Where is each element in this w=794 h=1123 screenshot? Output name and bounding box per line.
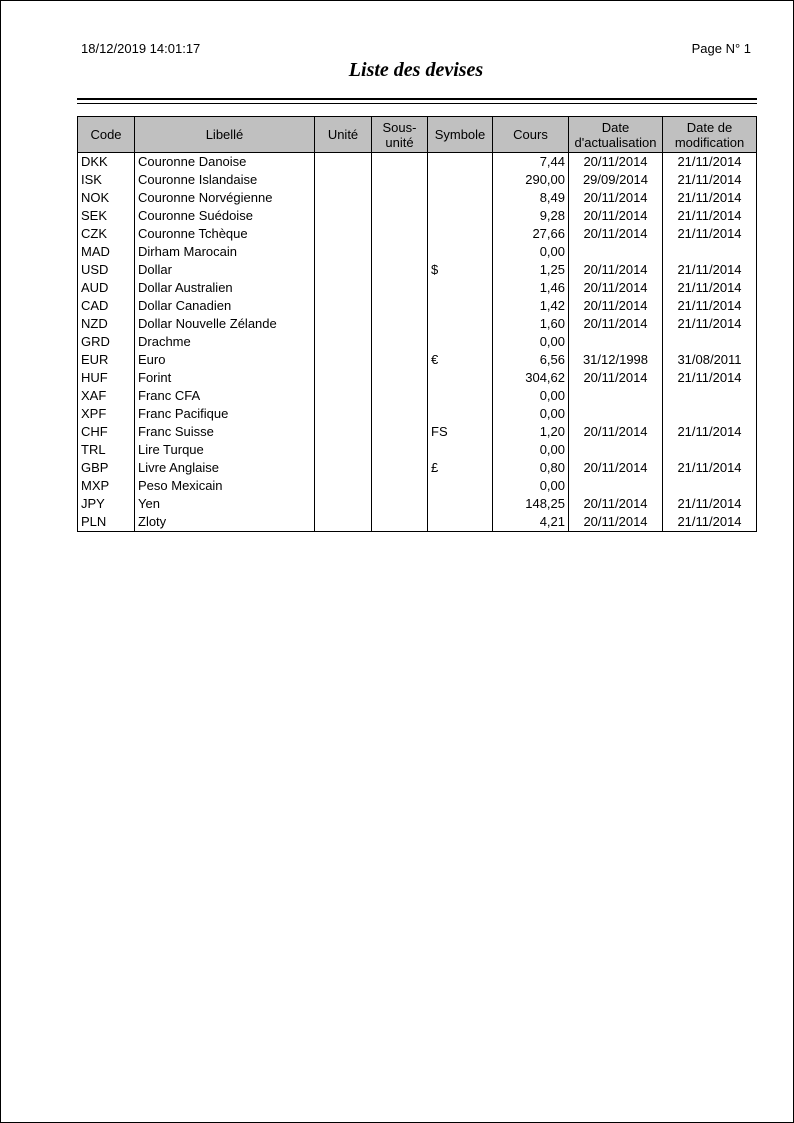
cell-libelle: Dollar Nouvelle Zélande [135,315,315,333]
cell-unite [315,333,372,351]
col-header-sous-unite-line1: Sous- [382,119,417,135]
cell-sous-unite [372,171,428,189]
table-row [78,387,757,405]
cell-code: XAF [78,387,135,405]
table-row [78,423,757,441]
cell-code: AUD [78,279,135,297]
cell-date-actualisation [569,441,663,459]
cell-code: EUR [78,351,135,369]
cell-unite [315,459,372,477]
cell-code: PLN [78,513,135,532]
cell-sous-unite [372,261,428,279]
cell-code: JPY [78,495,135,513]
table-row [78,351,757,369]
cell-date-modification: 21/11/2014 [663,261,757,279]
cell-cours: 0,00 [493,441,569,459]
cell-cours: 7,44 [493,153,569,172]
cell-date-actualisation: 20/11/2014 [569,459,663,477]
cell-code: GRD [78,333,135,351]
table-row [78,171,757,189]
cell-code: CZK [78,225,135,243]
cell-code: USD [78,261,135,279]
cell-date-actualisation: 31/12/1998 [569,351,663,369]
cell-sous-unite [372,495,428,513]
cell-cours: 290,00 [493,171,569,189]
cell-sous-unite [372,423,428,441]
cell-libelle: Yen [135,495,315,513]
cell-symbole: $ [428,261,493,279]
cell-sous-unite [372,153,428,172]
cell-libelle: Franc Pacifique [135,405,315,423]
table-row [78,153,757,172]
cell-date-actualisation: 20/11/2014 [569,279,663,297]
cell-symbole [428,387,493,405]
cell-sous-unite [372,405,428,423]
cell-cours: 27,66 [493,225,569,243]
table-row [78,333,757,351]
cell-unite [315,315,372,333]
page-number: Page N° 1 [691,41,751,56]
cell-unite [315,495,372,513]
cell-code: CHF [78,423,135,441]
cell-unite [315,441,372,459]
cell-code: NOK [78,189,135,207]
cell-code: ISK [78,171,135,189]
cell-libelle: Dollar Canadien [135,297,315,315]
cell-date-actualisation: 20/11/2014 [569,495,663,513]
cell-cours: 0,00 [493,243,569,261]
cell-cours: 1,25 [493,261,569,279]
cell-date-modification: 21/11/2014 [663,495,757,513]
table-row [78,369,757,387]
table-row [78,297,757,315]
cell-unite [315,189,372,207]
cell-date-actualisation: 20/11/2014 [569,423,663,441]
cell-symbole [428,477,493,495]
table-row [78,189,757,207]
table-row [78,513,757,532]
cell-date-modification [663,333,757,351]
cell-date-actualisation: 29/09/2014 [569,171,663,189]
cell-libelle: Couronne Tchèque [135,225,315,243]
cell-cours: 0,00 [493,333,569,351]
cell-date-modification: 21/11/2014 [663,189,757,207]
cell-unite [315,261,372,279]
table-row [78,477,757,495]
cell-date-modification: 31/08/2011 [663,351,757,369]
cell-symbole [428,279,493,297]
cell-unite [315,279,372,297]
cell-unite [315,243,372,261]
header-rule-thick [77,98,757,100]
table-row [78,315,757,333]
cell-unite [315,369,372,387]
cell-sous-unite [372,225,428,243]
cell-date-actualisation: 20/11/2014 [569,297,663,315]
cell-sous-unite [372,513,428,532]
cell-date-modification: 21/11/2014 [663,225,757,243]
table-row [78,405,757,423]
cell-date-modification [663,387,757,405]
cell-code: MAD [78,243,135,261]
cell-date-modification: 21/11/2014 [663,207,757,225]
cell-symbole [428,171,493,189]
col-header-date-modification [663,117,757,153]
cell-sous-unite [372,351,428,369]
cell-libelle: Dollar [135,261,315,279]
cell-date-modification: 21/11/2014 [663,279,757,297]
cell-cours: 1,42 [493,297,569,315]
cell-date-modification: 21/11/2014 [663,459,757,477]
cell-unite [315,477,372,495]
cell-unite [315,225,372,243]
cell-code: DKK [78,153,135,172]
cell-libelle: Dollar Australien [135,279,315,297]
cell-symbole [428,153,493,172]
cell-symbole [428,207,493,225]
cell-date-modification: 21/11/2014 [663,423,757,441]
cell-symbole [428,405,493,423]
cell-libelle: Couronne Danoise [135,153,315,172]
cell-symbole [428,297,493,315]
cell-cours: 6,56 [493,351,569,369]
cell-unite [315,387,372,405]
cell-symbole: € [428,351,493,369]
header-rule-thin [77,103,757,104]
col-header-date-mod-line2: modification [674,134,745,150]
cell-cours: 8,49 [493,189,569,207]
col-header-symbole: Symbole [428,117,493,153]
cell-symbole: £ [428,459,493,477]
cell-sous-unite [372,333,428,351]
col-header-libelle: Libellé [135,117,315,153]
cell-libelle: Euro [135,351,315,369]
cell-date-modification: 21/11/2014 [663,315,757,333]
print-date: 18/12/2019 14:01:17 [81,41,201,56]
cell-sous-unite [372,369,428,387]
cell-symbole [428,513,493,532]
cell-code: NZD [78,315,135,333]
cell-date-actualisation [569,333,663,351]
cell-date-modification: 21/11/2014 [663,171,757,189]
cell-cours: 4,21 [493,513,569,532]
table-row [78,225,757,243]
cell-date-actualisation [569,243,663,261]
cell-date-modification [663,405,757,423]
cell-date-modification: 21/11/2014 [663,369,757,387]
cell-symbole [428,225,493,243]
cell-sous-unite [372,459,428,477]
cell-cours: 1,60 [493,315,569,333]
table-row [78,495,757,513]
report-title: Liste des devises [348,59,484,81]
cell-symbole: FS [428,423,493,441]
cell-symbole [428,441,493,459]
cell-cours: 0,00 [493,387,569,405]
col-header-date-mod-line1: Date de [686,119,733,135]
cell-date-actualisation: 20/11/2014 [569,315,663,333]
cell-libelle: Drachme [135,333,315,351]
cell-date-modification [663,441,757,459]
col-header-sous-unite-line2: unité [385,134,414,150]
cell-libelle: Livre Anglaise [135,459,315,477]
cell-symbole [428,189,493,207]
cell-date-actualisation: 20/11/2014 [569,225,663,243]
cell-date-actualisation: 20/11/2014 [569,189,663,207]
cell-date-actualisation: 20/11/2014 [569,207,663,225]
cell-date-modification [663,243,757,261]
col-header-unite: Unité [315,117,372,153]
cell-date-modification [663,477,757,495]
cell-sous-unite [372,387,428,405]
cell-libelle: Peso Mexicain [135,477,315,495]
cell-code: CAD [78,297,135,315]
cell-unite [315,423,372,441]
cell-libelle: Zloty [135,513,315,532]
cell-code: SEK [78,207,135,225]
cell-libelle: Couronne Norvégienne [135,189,315,207]
col-header-date-act-line1: Date [601,119,630,135]
cell-libelle: Dirham Marocain [135,243,315,261]
cell-unite [315,351,372,369]
table-row [78,459,757,477]
cell-date-actualisation [569,387,663,405]
cell-symbole [428,243,493,261]
cell-date-modification: 21/11/2014 [663,513,757,532]
cell-sous-unite [372,297,428,315]
table-row [78,207,757,225]
cell-code: GBP [78,459,135,477]
table-row [78,261,757,279]
cell-symbole [428,333,493,351]
table-row [78,243,757,261]
cell-libelle: Forint [135,369,315,387]
cell-libelle: Lire Turque [135,441,315,459]
cell-libelle: Franc Suisse [135,423,315,441]
cell-unite [315,153,372,172]
cell-cours: 304,62 [493,369,569,387]
cell-symbole [428,315,493,333]
cell-date-actualisation [569,477,663,495]
col-header-cours: Cours [493,117,569,153]
cell-sous-unite [372,189,428,207]
cell-date-modification: 21/11/2014 [663,153,757,172]
table-header-row [78,117,757,153]
cell-unite [315,171,372,189]
cell-libelle: Franc CFA [135,387,315,405]
cell-date-actualisation [569,405,663,423]
cell-cours: 9,28 [493,207,569,225]
table-row [78,441,757,459]
col-header-sous-unite [372,117,428,153]
cell-cours: 1,46 [493,279,569,297]
cell-date-actualisation: 20/11/2014 [569,153,663,172]
cell-sous-unite [372,315,428,333]
col-header-code: Code [78,117,135,153]
cell-date-modification: 21/11/2014 [663,297,757,315]
table-row [78,279,757,297]
cell-date-actualisation: 20/11/2014 [569,513,663,532]
cell-unite [315,207,372,225]
currency-table [77,116,757,532]
cell-cours: 148,25 [493,495,569,513]
cell-code: TRL [78,441,135,459]
cell-sous-unite [372,243,428,261]
cell-sous-unite [372,441,428,459]
cell-sous-unite [372,207,428,225]
cell-unite [315,297,372,315]
cell-symbole [428,495,493,513]
cell-sous-unite [372,477,428,495]
cell-sous-unite [372,279,428,297]
cell-date-actualisation: 20/11/2014 [569,261,663,279]
cell-code: XPF [78,405,135,423]
cell-cours: 0,00 [493,477,569,495]
col-header-date-actualisation [569,117,663,153]
cell-unite [315,513,372,532]
cell-date-actualisation: 20/11/2014 [569,369,663,387]
cell-code: HUF [78,369,135,387]
col-header-date-act-line2: d'actualisation [574,134,657,150]
cell-libelle: Couronne Islandaise [135,171,315,189]
cell-symbole [428,369,493,387]
cell-libelle: Couronne Suédoise [135,207,315,225]
cell-cours: 1,20 [493,423,569,441]
cell-cours: 0,80 [493,459,569,477]
cell-cours: 0,00 [493,405,569,423]
cell-code: MXP [78,477,135,495]
cell-unite [315,405,372,423]
